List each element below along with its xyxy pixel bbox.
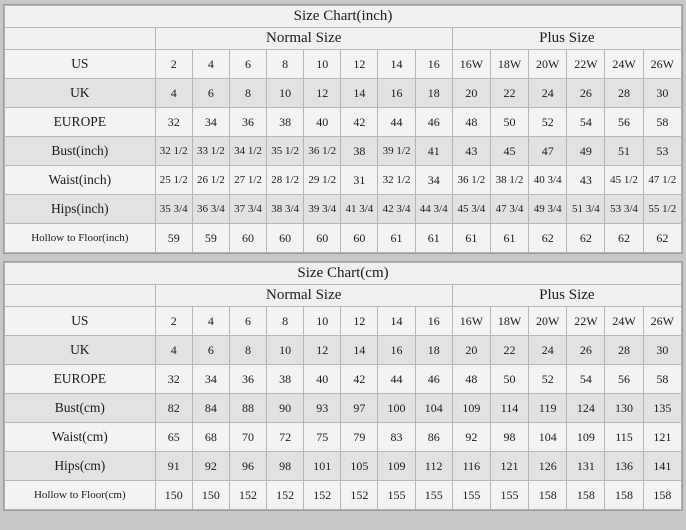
table-row [5,166,682,195]
table-cell: 97 [341,394,378,423]
row-label: US [5,50,156,79]
table-cell: 10 [304,307,341,336]
table-cell: 26W [643,307,681,336]
table-cell: 109 [378,452,415,481]
table-cell: 91 [155,452,192,481]
table-cell: 75 [304,423,341,452]
table-cell: 72 [267,423,304,452]
table-cell: 12 [304,79,341,108]
table-cell: 62 [567,224,605,253]
table-cell: 20W [529,307,567,336]
table-cell: 101 [304,452,341,481]
table-cell: 8 [267,307,304,336]
table-cell: 155 [452,481,490,510]
table-cell: 152 [341,481,378,510]
group-header-row [5,285,682,307]
table-cell: 14 [378,307,415,336]
table-cell: 38 1/2 [490,166,528,195]
table-cell: 60 [304,224,341,253]
table-cell: 22 [490,79,528,108]
table-cell: 27 1/2 [229,166,266,195]
table-cell: 50 [490,108,528,137]
table-row [5,195,682,224]
table-cell: 51 3/4 [567,195,605,224]
table-cell: 98 [490,423,528,452]
table-cell: 90 [267,394,304,423]
table-cell: 35 1/2 [267,137,304,166]
table-row [5,50,682,79]
table-row [5,394,682,423]
table-cell: 62 [605,224,643,253]
table-cell: 34 1/2 [229,137,266,166]
table-cell: 83 [378,423,415,452]
size-group-header: Normal Size [155,28,452,50]
table-cell: 6 [192,336,229,365]
table-cell: 2 [155,50,192,79]
table-cell: 104 [415,394,452,423]
table-cell: 82 [155,394,192,423]
row-label: UK [5,79,156,108]
table-cell: 158 [567,481,605,510]
table-cell: 14 [341,79,378,108]
table-corner-cell [5,285,156,307]
table-cell: 116 [452,452,490,481]
table-cell: 158 [643,481,681,510]
table-cell: 155 [415,481,452,510]
table-cell: 38 3/4 [267,195,304,224]
table-cell: 60 [267,224,304,253]
table-cell: 6 [229,50,266,79]
table-cell: 124 [567,394,605,423]
table-cell: 68 [192,423,229,452]
table-cell: 20 [452,79,490,108]
table-cell: 45 1/2 [605,166,643,195]
table-cell: 10 [304,50,341,79]
table-cell: 28 [605,336,643,365]
table-cell: 40 [304,365,341,394]
table-cell: 44 3/4 [415,195,452,224]
table-cell: 31 [341,166,378,195]
group-header-row [5,28,682,50]
table-cell: 62 [529,224,567,253]
table-cell: 53 [643,137,681,166]
table-cell: 54 [567,108,605,137]
table-cell: 25 1/2 [155,166,192,195]
table-cell: 136 [605,452,643,481]
row-label: EUROPE [5,108,156,137]
table-cell: 104 [529,423,567,452]
table-cell: 58 [643,365,681,394]
table-cell: 42 [341,365,378,394]
size-chart-block [3,4,683,254]
table-cell: 150 [192,481,229,510]
table-cell: 100 [378,394,415,423]
table-cell: 115 [605,423,643,452]
table-cell: 14 [378,50,415,79]
table-cell: 8 [229,336,266,365]
table-cell: 4 [192,307,229,336]
table-cell: 42 [341,108,378,137]
table-cell: 88 [229,394,266,423]
table-cell: 59 [192,224,229,253]
table-cell: 84 [192,394,229,423]
table-cell: 12 [341,50,378,79]
table-cell: 10 [267,79,304,108]
table-cell: 26 [567,79,605,108]
table-cell: 29 1/2 [304,166,341,195]
table-cell: 158 [605,481,643,510]
table-cell: 47 3/4 [490,195,528,224]
row-label: Hips(inch) [5,195,156,224]
table-cell: 96 [229,452,266,481]
table-cell: 109 [452,394,490,423]
table-cell: 112 [415,452,452,481]
table-cell: 48 [452,108,490,137]
table-cell: 16 [415,307,452,336]
table-cell: 36 1/2 [452,166,490,195]
table-cell: 46 [415,108,452,137]
table-cell: 40 [304,108,341,137]
row-label: Bust(cm) [5,394,156,423]
table-cell: 56 [605,365,643,394]
table-row [5,307,682,336]
table-cell: 4 [155,336,192,365]
table-cell: 119 [529,394,567,423]
table-cell: 16 [415,50,452,79]
table-cell: 43 [452,137,490,166]
table-cell: 34 [415,166,452,195]
table-cell: 32 1/2 [155,137,192,166]
table-cell: 24 [529,336,567,365]
table-cell: 86 [415,423,452,452]
table-cell: 155 [378,481,415,510]
table-corner-cell [5,28,156,50]
table-title-row [5,263,682,285]
table-cell: 150 [155,481,192,510]
table-cell: 14 [341,336,378,365]
table-cell: 49 3/4 [529,195,567,224]
table-cell: 30 [643,79,681,108]
table-cell: 60 [229,224,266,253]
table-cell: 53 3/4 [605,195,643,224]
table-cell: 62 [643,224,681,253]
size-table [4,262,682,510]
table-cell: 48 [452,365,490,394]
table-cell: 47 [529,137,567,166]
table-cell: 26W [643,50,681,79]
table-cell: 34 [192,108,229,137]
table-cell: 52 [529,365,567,394]
table-cell: 58 [643,108,681,137]
table-cell: 61 [378,224,415,253]
table-cell: 30 [643,336,681,365]
table-cell: 4 [192,50,229,79]
table-cell: 44 [378,108,415,137]
size-chart-block [3,261,683,511]
table-cell: 152 [304,481,341,510]
table-title-row [5,6,682,28]
chart-title: Size Chart(cm) [5,263,682,285]
table-cell: 39 1/2 [378,137,415,166]
table-cell: 45 3/4 [452,195,490,224]
table-cell: 141 [643,452,681,481]
table-cell: 56 [605,108,643,137]
table-cell: 152 [267,481,304,510]
table-cell: 18W [490,50,528,79]
table-cell: 22W [567,50,605,79]
table-cell: 8 [229,79,266,108]
table-cell: 46 [415,365,452,394]
row-label: Hips(cm) [5,452,156,481]
table-cell: 38 [267,108,304,137]
table-cell: 54 [567,365,605,394]
table-cell: 51 [605,137,643,166]
table-cell: 60 [341,224,378,253]
table-cell: 38 [267,365,304,394]
size-group-header: Plus Size [452,285,681,307]
table-cell: 41 [415,137,452,166]
table-row [5,365,682,394]
table-cell: 34 [192,365,229,394]
table-cell: 61 [490,224,528,253]
row-label: UK [5,336,156,365]
table-cell: 79 [341,423,378,452]
table-cell: 22W [567,307,605,336]
table-cell: 20W [529,50,567,79]
table-cell: 36 [229,365,266,394]
table-cell: 55 1/2 [643,195,681,224]
table-cell: 22 [490,336,528,365]
table-cell: 26 1/2 [192,166,229,195]
charts-container [3,4,683,511]
table-cell: 44 [378,365,415,394]
table-cell: 92 [192,452,229,481]
table-cell: 65 [155,423,192,452]
table-cell: 32 1/2 [378,166,415,195]
table-cell: 59 [155,224,192,253]
table-cell: 10 [267,336,304,365]
table-cell: 36 3/4 [192,195,229,224]
row-label: Waist(inch) [5,166,156,195]
table-row [5,108,682,137]
table-row [5,137,682,166]
table-cell: 41 3/4 [341,195,378,224]
table-cell: 16W [452,307,490,336]
table-cell: 12 [341,307,378,336]
table-cell: 105 [341,452,378,481]
size-group-header: Plus Size [452,28,681,50]
table-cell: 33 1/2 [192,137,229,166]
table-cell: 158 [529,481,567,510]
table-cell: 40 3/4 [529,166,567,195]
table-cell: 155 [490,481,528,510]
table-cell: 135 [643,394,681,423]
row-label: Hollow to Floor(cm) [5,481,156,510]
table-cell: 16 [378,336,415,365]
table-row [5,452,682,481]
table-cell: 4 [155,79,192,108]
table-row [5,336,682,365]
table-cell: 8 [267,50,304,79]
table-cell: 49 [567,137,605,166]
table-cell: 24 [529,79,567,108]
table-cell: 32 [155,108,192,137]
table-cell: 70 [229,423,266,452]
table-cell: 35 3/4 [155,195,192,224]
table-cell: 16W [452,50,490,79]
table-cell: 28 [605,79,643,108]
row-label: US [5,307,156,336]
table-cell: 20 [452,336,490,365]
table-cell: 28 1/2 [267,166,304,195]
row-label: Bust(inch) [5,137,156,166]
chart-title: Size Chart(inch) [5,6,682,28]
table-cell: 152 [229,481,266,510]
table-cell: 32 [155,365,192,394]
table-cell: 114 [490,394,528,423]
table-cell: 61 [415,224,452,253]
table-cell: 26 [567,336,605,365]
table-cell: 18W [490,307,528,336]
size-group-header: Normal Size [155,285,452,307]
row-label: Hollow to Floor(inch) [5,224,156,253]
table-cell: 16 [378,79,415,108]
table-cell: 47 1/2 [643,166,681,195]
table-cell: 126 [529,452,567,481]
table-row [5,224,682,253]
table-cell: 12 [304,336,341,365]
table-cell: 98 [267,452,304,481]
table-cell: 50 [490,365,528,394]
table-row [5,79,682,108]
table-cell: 38 [341,137,378,166]
row-label: EUROPE [5,365,156,394]
table-row [5,423,682,452]
table-cell: 42 3/4 [378,195,415,224]
table-cell: 36 [229,108,266,137]
table-cell: 121 [643,423,681,452]
table-cell: 45 [490,137,528,166]
size-table [4,5,682,253]
table-cell: 93 [304,394,341,423]
table-cell: 61 [452,224,490,253]
row-label: Waist(cm) [5,423,156,452]
table-cell: 43 [567,166,605,195]
table-row [5,481,682,510]
table-cell: 131 [567,452,605,481]
table-cell: 18 [415,336,452,365]
table-cell: 6 [229,307,266,336]
table-cell: 39 3/4 [304,195,341,224]
table-cell: 6 [192,79,229,108]
table-cell: 52 [529,108,567,137]
table-cell: 109 [567,423,605,452]
table-cell: 24W [605,307,643,336]
table-cell: 37 3/4 [229,195,266,224]
table-cell: 18 [415,79,452,108]
table-cell: 36 1/2 [304,137,341,166]
table-cell: 121 [490,452,528,481]
table-cell: 2 [155,307,192,336]
table-cell: 92 [452,423,490,452]
table-cell: 24W [605,50,643,79]
table-cell: 130 [605,394,643,423]
